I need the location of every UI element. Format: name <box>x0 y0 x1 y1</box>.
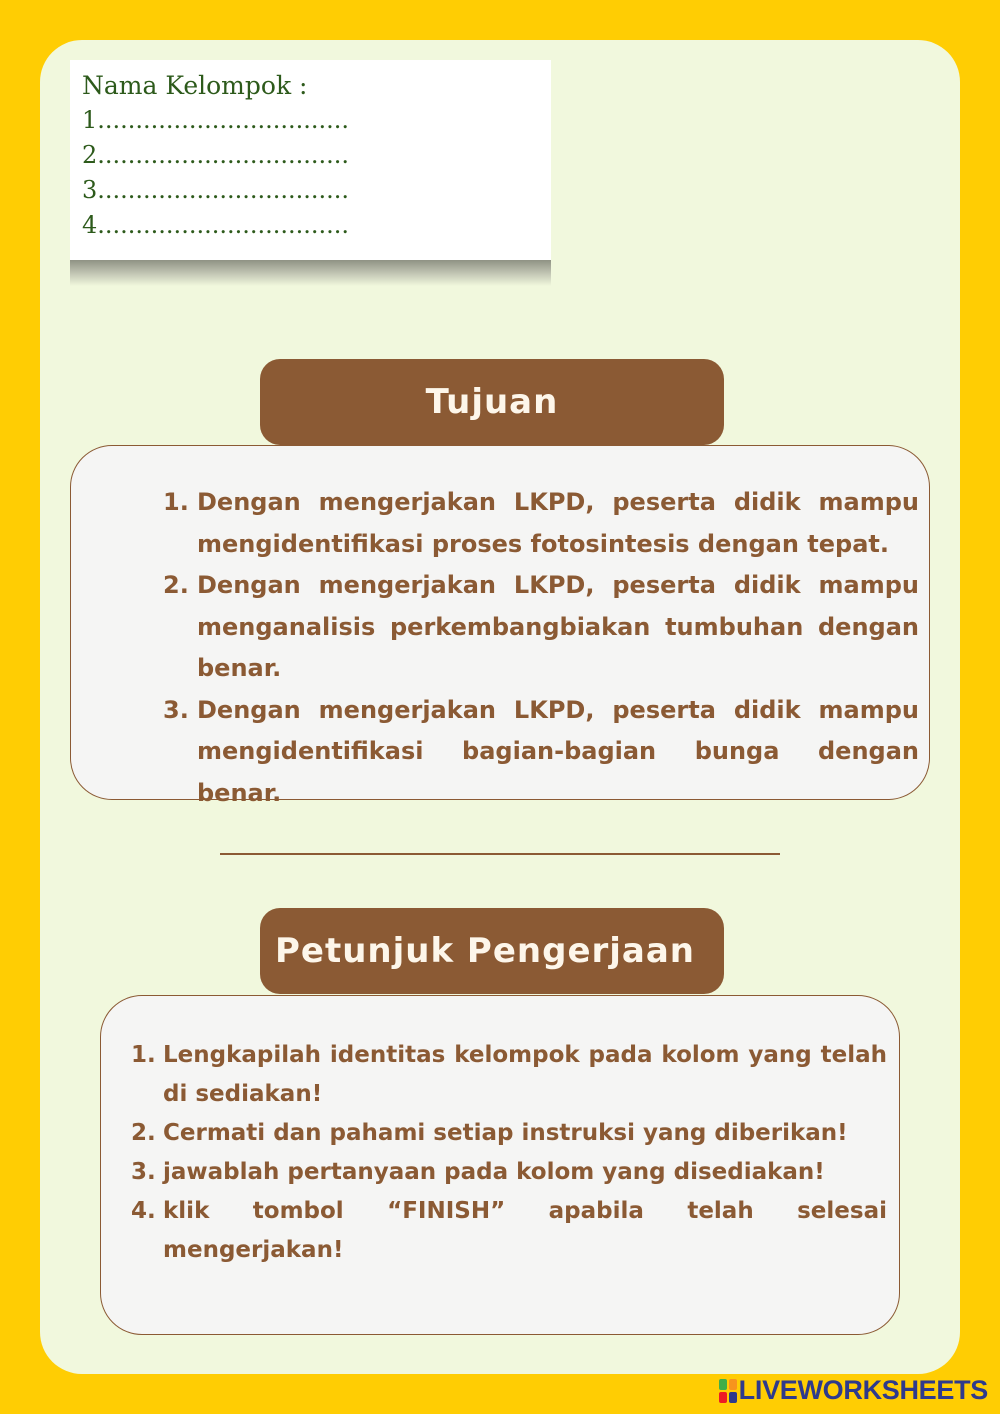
instruction-number: 1. <box>131 1042 156 1068</box>
objective-number: 1. <box>163 488 189 516</box>
card-shadow <box>70 260 551 286</box>
group-name-card <box>70 60 551 260</box>
instruction-number: 3. <box>131 1159 156 1185</box>
objectives-list <box>133 482 919 814</box>
objective-item <box>133 565 919 690</box>
liveworksheets-logo[interactable] <box>719 1375 988 1406</box>
objective-text: Dengan mengerjakan LKPD, peserta didik mampu mengidentifikasi proses fotosintesis dengan tepat. <box>197 488 919 558</box>
member-line-2[interactable]: 2................................. <box>82 141 350 169</box>
liveworksheets-logo-icon <box>719 1379 737 1403</box>
member-line-4[interactable]: 4................................. <box>82 211 350 239</box>
instruction-text: Cermati dan pahami setiap instruksi yang diberikan! <box>163 1120 848 1146</box>
objective-text: Dengan mengerjakan LKPD, peserta didik mampu menganalisis perkembangbiakan tumbuhan dengan benar. <box>197 571 919 682</box>
member-line-1[interactable]: 1................................. <box>82 106 350 134</box>
member-line-3[interactable]: 3................................. <box>82 176 350 204</box>
objective-item <box>133 482 919 565</box>
instruction-number: 2. <box>131 1120 156 1146</box>
objectives-heading <box>260 359 724 445</box>
instruction-text: Lengkapilah identitas kelompok pada kolom yang telah di sediakan! <box>163 1042 887 1107</box>
instructions-heading <box>260 908 724 994</box>
instruction-text: klik tombol “FINISH” apabila telah selesai mengerjakan! <box>163 1198 887 1263</box>
liveworksheets-logo-text: LIVEWORKSHEETS <box>738 1375 988 1405</box>
instructions-box <box>100 995 900 1335</box>
instruction-item <box>131 1036 887 1114</box>
objectives-heading-text: Tujuan <box>425 382 559 422</box>
instruction-item <box>131 1192 887 1270</box>
instruction-number: 4. <box>131 1198 156 1224</box>
instructions-heading-text: Petunjuk Pengerjaan <box>274 931 696 971</box>
instruction-item <box>131 1153 887 1192</box>
instructions-list <box>131 1036 887 1270</box>
group-name-title: Nama Kelompok : <box>82 71 308 100</box>
section-divider <box>220 853 780 855</box>
objectives-box <box>70 445 930 807</box>
objective-number: 2. <box>163 571 189 599</box>
instruction-text: jawablah pertanyaan pada kolom yang disediakan! <box>163 1159 825 1185</box>
objective-item <box>133 690 919 815</box>
instruction-item <box>131 1114 887 1153</box>
objective-text: Dengan mengerjakan LKPD, peserta didik mampu mengidentifikasi bagian-bagian bunga dengan benar. <box>197 695 919 807</box>
objective-number: 3. <box>163 695 189 724</box>
